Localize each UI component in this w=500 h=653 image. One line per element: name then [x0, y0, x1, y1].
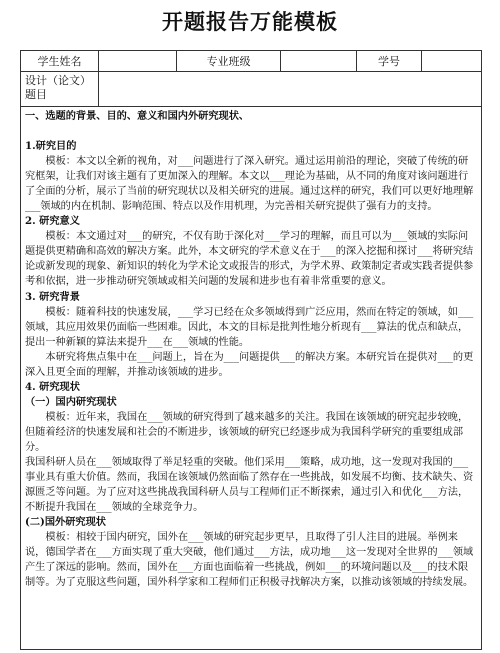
spacer — [25, 124, 477, 139]
topic-label: 设计（论文）题目 — [21, 72, 99, 106]
purpose-paragraph: 模板：本文以全新的视角，对___问题进行了深入研究。通过运用前沿的理论，突破了传统的研究框架，让我们对该主题有了更加深入的理解。本文以___理论为基础，从不同的角度对该问题进行了全面的分析，展示了当前的研究现状以及相关研究的进展。通过这样的研究，我们可以更好地理解___领域的内在机制、影响范围、特点以及作用机理，为完善相关研究提供了强有力的支持。 — [25, 156, 474, 213]
foreign-paragraph: 模板：相较于国内研究，国外在___领域的研究起步更早，且取得了引人注目的进展。举例来说，德国学者在___方面实现了重大突破，他们通过___方法，成功地___这一发现对全世界的___领域产生了深远的影响。然而，国外在___方面也面临着一些挑战，例如___的环境问题以及___的技术限制等。为了克服这些问题，国外科学家和工程师们正积极寻找解决方案，以推动该领域的持续发展。 — [25, 532, 474, 589]
significance-paragraph: 模板：本文通过对___的研究，不仅有助于深化对___学习的理解，而且可以为___领域的实际问题提供更精确和高效的解决方案。此外，本文研究的学术意义在于___的深入挖掘和探讨___将研究结论或新发现的现象、新知识的转化为学术论文或报告的形式，为学术界、政策制定者或实践者提供参考和依据，进一步推动研究领域或相关问题的发展和进步也有着非常重要的意义。 — [25, 231, 474, 288]
domestic-paragraph: 我国科研人员在___领域取得了举足轻重的突破。他们采用___策略，成功地，这一发现对我国的___事业具有重大价值。然而，我国在该领域仍然面临了然存在一些挑战，如发展不均衡、技术缺失、资源匮乏等问题。为了应对这些挑战我国科研人员与工程师们正不断探索，通过引入和优化___方法，不断提升我国在___领域的全球竞争力。 — [25, 457, 474, 514]
report-form — [20, 50, 482, 650]
major-class-label: 专业班级 — [177, 51, 281, 71]
background-heading: 3. 研究背景 — [25, 290, 80, 303]
foreign-heading: (二)国外研究现状 — [25, 516, 106, 529]
topic-value[interactable] — [99, 72, 481, 106]
student-name-value[interactable] — [99, 51, 177, 71]
major-class-value[interactable] — [281, 51, 357, 71]
section-heading: 一、选题的背景、目的、意义和国内外研究现状、 — [25, 110, 250, 122]
domestic-heading: （一）国内研究现状 — [25, 395, 117, 408]
student-id-value[interactable] — [422, 51, 481, 71]
significance-heading: 2. 研究意义 — [25, 215, 80, 228]
report-content — [21, 107, 481, 590]
student-id-label: 学号 — [357, 51, 422, 71]
topic-row — [21, 72, 481, 107]
background-paragraph: 本研究将焦点集中在___问题上，旨在为___问题提供___的解决方案。本研究旨在提供对___的更深入且更全面的理解，并推动该领域的进步。 — [25, 351, 474, 378]
info-row — [21, 51, 481, 72]
purpose-heading: 1.研究目的 — [25, 140, 77, 153]
document-title: 开题报告万能模板 — [162, 9, 338, 34]
status-heading: 4. 研究现状 — [25, 380, 80, 393]
student-name-label: 学生姓名 — [21, 51, 99, 71]
background-paragraph: 模板：随着科技的快速发展，___学习已经在众多领域得到广泛应用，然而在特定的领域，如___领域，其应用效果仍面临一些困难。因此，本文的目标是批判性地分析现有___算法的优点和缺点，提出一种新颖的算法来提升___在___领域的性能。 — [25, 306, 474, 348]
domestic-paragraph: 模板：近年来，我国在___领域的研究得到了越来越多的关注。我国在该领域的研究起步较晚，但随着经济的快速发展和社会的不断进步，该领域的研究已经逐步成为我国科学研究的重要组成部分。 — [25, 411, 469, 453]
